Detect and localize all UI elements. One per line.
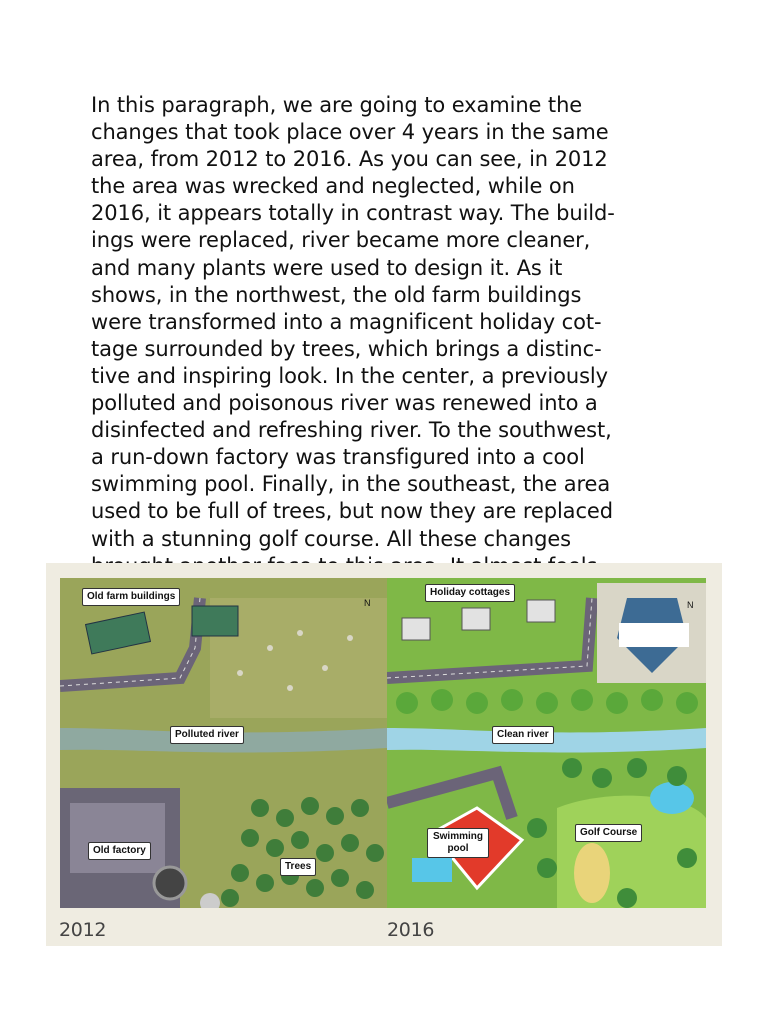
paragraph bbox=[91, 92, 671, 572]
paragraph-line: the area was wrecked and neglected, while on bbox=[91, 174, 575, 199]
label-holiday-cottages: Holiday cottages bbox=[425, 584, 515, 602]
paragraph-line: were transformed into a magnificent holiday cot- bbox=[91, 309, 602, 334]
label-old-farm-buildings: Old farm buildings bbox=[82, 588, 180, 606]
paragraph-line: with a stunning golf course. All these changes bbox=[91, 526, 571, 551]
paragraph-line: disinfected and refreshing river. To the southwest, bbox=[91, 418, 612, 443]
paragraph-line: changes that took place over 4 years in the same bbox=[91, 120, 609, 145]
paragraph-line: a run-down factory was transfigured into a cool bbox=[91, 445, 585, 470]
north-compass-icon: N bbox=[364, 598, 371, 608]
label-trees: Trees bbox=[280, 858, 316, 876]
paragraph-line: area, from 2012 to 2016. As you can see, in 2012 bbox=[91, 147, 608, 172]
map-2012 bbox=[60, 578, 387, 908]
paragraph-line: swimming pool. Finally, in the southeast, the area bbox=[91, 472, 611, 497]
label-old-factory: Old factory bbox=[88, 842, 151, 860]
label-swimming-pool: Swimming pool bbox=[427, 828, 489, 858]
paragraph-line: In this paragraph, we are going to examine the bbox=[91, 93, 583, 117]
paragraph-line: ings were replaced, river became more cleaner, bbox=[91, 228, 591, 253]
label-clean-river: Clean river bbox=[492, 726, 554, 744]
paragraph-line: polluted and poisonous river was renewed into a bbox=[91, 391, 598, 416]
paragraph-line: shows, in the northwest, the old farm buildings bbox=[91, 282, 582, 307]
paragraph-line: tive and inspiring look. In the center, a previously bbox=[91, 363, 608, 388]
map-2016 bbox=[387, 578, 706, 908]
year-caption-2012: 2012 bbox=[59, 919, 107, 941]
paragraph-line: tage surrounded by trees, which brings a distinc- bbox=[91, 336, 602, 361]
paragraph-line: 2016, it appears totally in contrast way. The build- bbox=[91, 201, 615, 226]
map-comparison-figure bbox=[46, 563, 722, 946]
label-golf-course: Golf Course bbox=[575, 824, 642, 842]
paragraph-line: and many plants were used to design it. As it bbox=[91, 255, 563, 280]
year-caption-2016: 2016 bbox=[387, 919, 435, 941]
north-compass-icon: N bbox=[687, 600, 694, 610]
paragraph-line: used to be full of trees, but now they are replaced bbox=[91, 499, 613, 524]
label-polluted-river: Polluted river bbox=[170, 726, 244, 744]
